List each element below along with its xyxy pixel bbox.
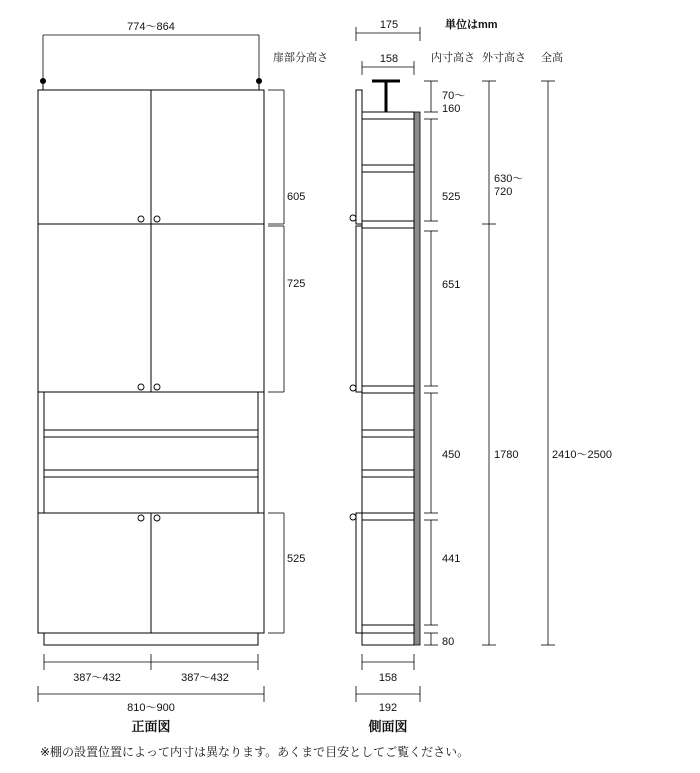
side-view-title: 側面図	[368, 719, 408, 734]
side-back-panel	[414, 112, 420, 645]
outer-height-lower: 1780	[494, 449, 519, 461]
front-plinth	[44, 633, 258, 645]
side-door-upper	[356, 90, 362, 224]
side-knob-upper	[350, 215, 356, 221]
front-bottom-width-dimensions	[38, 654, 264, 714]
front-top-width-label: 774～864	[127, 21, 175, 33]
side-view	[350, 19, 612, 734]
tension-post	[372, 81, 400, 112]
side-top-depth-dimensions	[356, 19, 420, 75]
inner-height-top-line2: 160	[442, 103, 461, 115]
outer-height-upper-line1: 630～	[494, 173, 524, 185]
outer-height-header: 外寸高さ	[482, 52, 526, 64]
inner-depth-bottom-label: 158	[378, 672, 398, 684]
inner-height-header: 内寸高さ	[431, 52, 475, 64]
door-height-dimensions	[268, 90, 305, 633]
upper-door-right[interactable]	[151, 90, 264, 224]
door-height-header: 扉部分高さ	[273, 52, 328, 64]
total-height-label: 2410～2500	[552, 449, 612, 461]
inner-height-651: 651	[442, 279, 461, 291]
lower-door-right-knob[interactable]	[154, 515, 160, 521]
inner-height-525: 525	[442, 191, 461, 203]
middle-door-left[interactable]	[38, 224, 151, 392]
side-carcass	[362, 112, 414, 645]
outer-height-dimensions	[482, 81, 523, 645]
inner-height-80: 80	[442, 636, 455, 648]
side-door-middle	[356, 226, 362, 392]
middle-door-left-knob[interactable]	[138, 384, 144, 390]
side-bottom-depth-dimensions	[356, 654, 420, 714]
front-view	[38, 21, 305, 734]
front-view-title: 正面図	[131, 719, 171, 734]
total-width-label: 810～900	[127, 702, 175, 714]
upper-door-left[interactable]	[38, 90, 151, 224]
outer-height-upper-line2: 720	[494, 186, 513, 198]
side-door-lower	[356, 513, 362, 633]
door-height-middle: 725	[287, 278, 306, 290]
outer-depth-top-label: 175	[379, 19, 399, 31]
door-height-lower: 525	[287, 553, 306, 565]
lower-door-left[interactable]	[38, 513, 151, 633]
shelf-board-1	[44, 430, 258, 437]
footnote: ※棚の設置位置によって内寸は異なります。あくまで目安としてご覧ください。	[40, 745, 470, 759]
shelf-board-2	[44, 470, 258, 477]
unit-label: 単位はmm	[445, 19, 498, 31]
column-headers	[273, 17, 563, 64]
total-height-dimension	[541, 81, 612, 645]
lower-door-right[interactable]	[151, 513, 264, 633]
middle-door-right[interactable]	[151, 224, 264, 392]
top-tension-bolt-left	[40, 78, 46, 84]
lower-door-left-knob[interactable]	[138, 515, 144, 521]
top-tension-bolt-right	[256, 78, 262, 84]
inner-depth-top-label: 158	[379, 53, 399, 65]
inner-height-top-line1: 70～	[442, 90, 466, 102]
half-width-right-label: 387～432	[181, 672, 229, 684]
side-knob-lower	[350, 514, 356, 520]
total-height-header: 全高	[541, 52, 563, 64]
half-width-left-label: 387～432	[73, 672, 121, 684]
upper-door-right-knob[interactable]	[154, 216, 160, 222]
middle-door-right-knob[interactable]	[154, 384, 160, 390]
door-height-upper: 605	[287, 191, 306, 203]
outer-depth-bottom-label: 192	[378, 702, 398, 714]
side-knob-middle	[350, 385, 356, 391]
inner-height-441: 441	[442, 553, 461, 565]
inner-height-dimensions	[424, 81, 465, 648]
inner-height-450: 450	[442, 449, 461, 461]
upper-door-left-knob[interactable]	[138, 216, 144, 222]
front-top-width-dimension	[40, 21, 262, 90]
